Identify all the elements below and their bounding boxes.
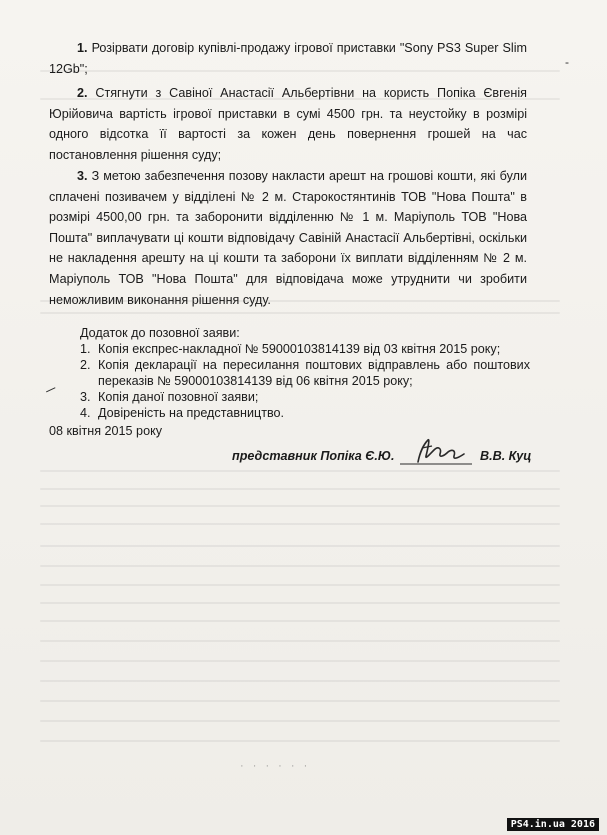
item-text: Розірвати договір купівлі-продажу ігрової приставки "Sony PS3 Super Slim 12Gb";	[49, 41, 528, 76]
representative-label: представник Попіка Є.Ю.	[232, 449, 395, 463]
bleed-through-line	[40, 565, 560, 567]
bleed-through-line	[40, 584, 560, 586]
bleed-through-text: · · · · · ·	[240, 760, 311, 772]
watermark: PS4.in.ua 2016	[507, 818, 599, 831]
bleed-through-line	[40, 523, 560, 525]
bleed-through-line	[40, 602, 560, 604]
attachment-text: Копія експрес-накладної № 59000103814139 від 03 квітня 2015 року;	[98, 342, 501, 356]
bleed-through-line	[40, 470, 560, 472]
bleed-through-line	[40, 312, 560, 314]
bleed-through-line	[40, 720, 560, 722]
handwritten-signature	[398, 434, 478, 470]
item-text: Стягнути з Савіної Анастасії Альбертівни на користь Попіка Євгенія Юрійовича вартість ігрової приставки в сумі 4500 грн. та неустойку в розмірі одного відсотка її вартості за кожен день повернення грошей на час постановлення рішення суду;	[49, 86, 527, 162]
bleed-through-line	[40, 505, 560, 507]
attachment-item	[80, 341, 530, 357]
item-number: 2.	[77, 86, 88, 100]
attachment-text: Довіреність на представництво.	[98, 406, 285, 420]
margin-mark: -	[565, 55, 569, 69]
attachment-item	[80, 405, 530, 421]
attachments-list	[80, 341, 530, 421]
attachment-item	[80, 389, 530, 405]
bleed-through-line	[40, 640, 560, 642]
request-item-3	[49, 166, 527, 310]
item-number: 1.	[77, 41, 88, 55]
pen-tick-mark	[46, 387, 58, 398]
attachments-title: Додаток до позовної заяви:	[80, 326, 240, 340]
bleed-through-line	[40, 488, 560, 490]
attachment-text: Копія декларації на пересилання поштових відправлень або поштових переказів № 59000103814139 від 06 квітня 2015 року;	[98, 358, 530, 388]
request-item-1	[49, 38, 527, 79]
attachment-number: 1.	[80, 342, 91, 356]
document-date: 08 квітня 2015 року	[49, 424, 163, 438]
request-item-2	[49, 83, 527, 165]
item-text: З метою забезпечення позову накласти арешт на грошові кошти, які були сплачені позивачем у відділені № 2 м. Старокостянтинів ТОВ "Нова Пошта" в розмірі 4500,00 грн. та заборонити відділенню № 1 м. Маріуполь ТОВ "Нова Пошта" виплачувати ці кошти відповідачу Савіній Анастасії Альбертівні, оскільки не накладення арешту на ці кошти та заборони їх виплати відділенням № 2 м. Маріуполь ТОВ "Нова Пошта" для відповідача може утруднити чи зробити неможливим виконання рішення суду.	[49, 169, 527, 307]
attachment-number: 4.	[80, 406, 91, 420]
bleed-through-line	[40, 620, 560, 622]
bleed-through-line	[40, 700, 560, 702]
attachment-number: 2.	[80, 358, 91, 372]
attachment-item	[80, 357, 530, 389]
bleed-through-line	[40, 660, 560, 662]
bleed-through-line	[40, 545, 560, 547]
bleed-through-line	[40, 680, 560, 682]
attachment-text: Копія даної позовної заяви;	[98, 390, 259, 404]
item-number: 3.	[77, 169, 88, 183]
signatory-name: В.В. Куц	[480, 449, 532, 463]
attachment-number: 3.	[80, 390, 91, 404]
bleed-through-line	[40, 740, 560, 742]
